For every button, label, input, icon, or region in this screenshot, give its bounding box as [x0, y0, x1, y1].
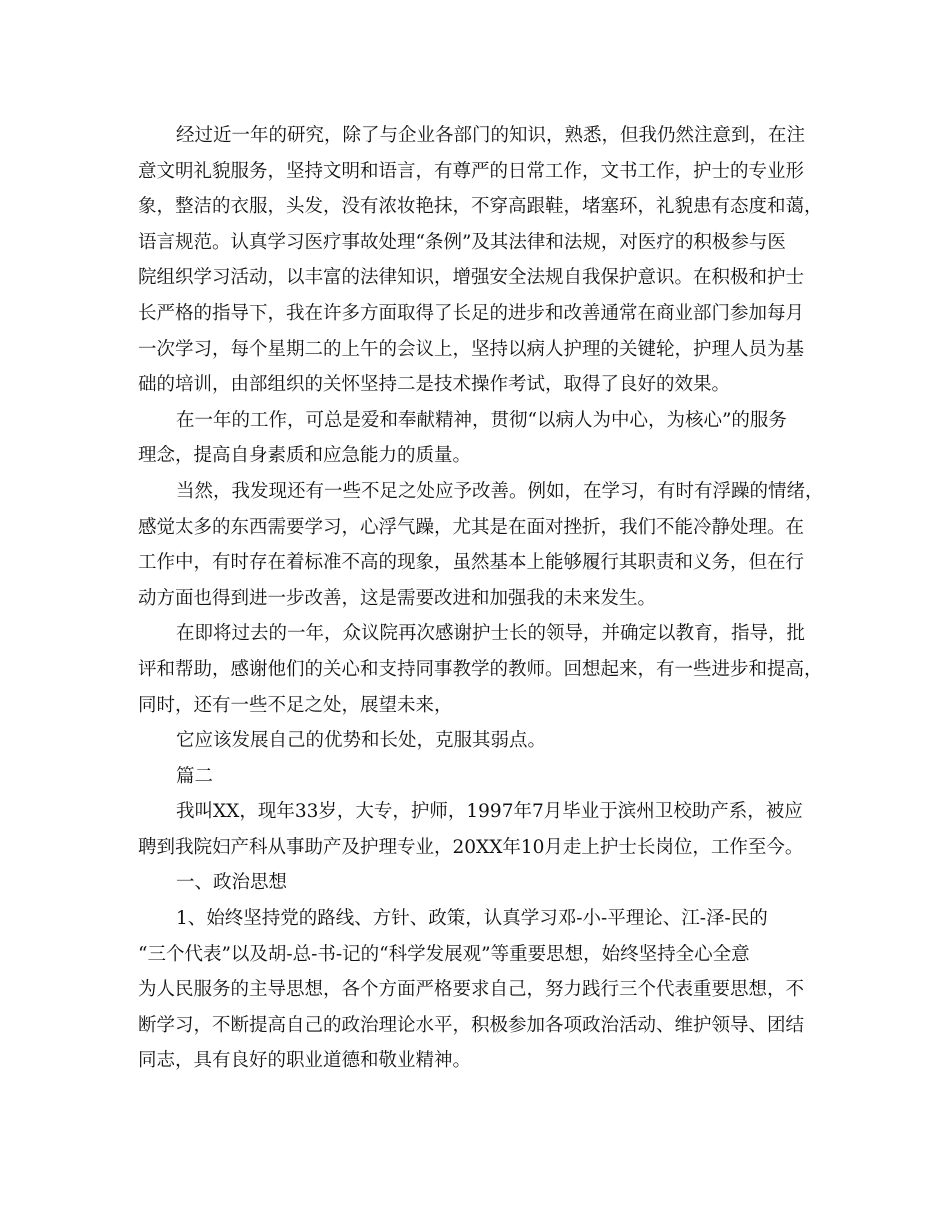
paragraph-line: 语言规范。认真学习医疗事故处理“条例”及其法律和法规，对医疗的积极参与医 [138, 231, 786, 253]
paragraph-line: 当然，我发现还有一些不足之处应予改善。例如，在学习，有时有浮躁的情绪， [176, 480, 824, 502]
paragraph-line: 聘到我院妇产科从事助产及护理专业，20XX年10月走上护士长岗位，工作至今。 [138, 836, 804, 858]
paragraph-line: 我叫XX，现年33岁，大专，护师，1997年7月毕业于滨州卫校助产系，被应 [176, 801, 803, 823]
paragraph-line: 为人民服务的主导思想，各个方面严格要求自己，努力践行三个代表重要思想，不 [138, 979, 805, 1001]
paragraph-line: 它应该发展自己的优势和长处，克服其弱点。 [176, 730, 547, 752]
paragraph-line: 经过近一年的研究，除了与企业各部门的知识，熟悉，但我仍然注意到，在注 [176, 125, 806, 146]
paragraph-line: 感觉太多的东西需要学习，心浮气躁，尤其是在面对挫折，我们不能冷静处理。在 [138, 516, 805, 538]
section-heading: 一、政治思想 [176, 872, 288, 894]
document-body [138, 118, 828, 1079]
paragraph-line: 础的培训，由部组织的关怀坚持二是技术操作考试，取得了良好的效果。 [138, 374, 731, 396]
paragraph-line: 评和帮助，感谢他们的关心和支持同事教学的教师。回想起来，有一些进步和提高， [138, 658, 823, 680]
paragraph-line: 工作中，有时存在着标准不高的现象，虽然基本上能够履行其职责和义务，但在行 [138, 552, 805, 574]
paragraph-line: 1、始终坚持党的路线、方针、政策，认真学习邓-小-平理论、江-泽-民的 [176, 908, 768, 930]
paragraph-line: 院组织学习活动，以丰富的法律知识，增强安全法规自我保护意识。在积极和护士 [138, 267, 805, 289]
paragraph-line: 在一年的工作，可总是爱和奉献精神，贯彻“以病人为中心，为核心”的服务 [176, 409, 787, 431]
section-heading: 篇二 [176, 765, 214, 787]
paragraph-line: 动方面也得到进一步改善，这是需要改进和加强我的未来发生。 [138, 587, 657, 609]
paragraph-line: 意文明礼貌服务，坚持文明和语言，有尊严的日常工作，文书工作，护士的专业形 [138, 160, 805, 182]
paragraph-line: 在即将过去的一年，众议院再次感谢护士长的领导，并确定以教育，指导，批 [176, 623, 806, 645]
paragraph-line: 长严格的指导下，我在许多方面取得了长足的进步和改善通常在商业部门参加每月 [138, 302, 805, 324]
paragraph-line: 理念，提高自身素质和应急能力的质量。 [138, 445, 472, 467]
paragraph-line: “三个代表”以及胡-总-书-记的“科学发展观”等重要思想，始终坚持全心全意 [138, 943, 750, 965]
paragraph-line: 一次学习，每个星期二的上午的会议上，坚持以病人护理的关键轮，护理人员为基 [138, 338, 805, 360]
paragraph-line: 象，整洁的衣服，头发，没有浓妆艳抹，不穿高跟鞋，堵塞环，礼貌患有态度和蔼， [138, 196, 823, 218]
paragraph-line: 同时，还有一些不足之处，展望未来， [138, 694, 453, 716]
paragraph-line: 同志，具有良好的职业道德和敬业精神。 [138, 1050, 472, 1072]
paragraph-line: 断学习，不断提高自己的政治理论水平，积极参加各项政治活动、维护领导、团结 [138, 1014, 805, 1036]
